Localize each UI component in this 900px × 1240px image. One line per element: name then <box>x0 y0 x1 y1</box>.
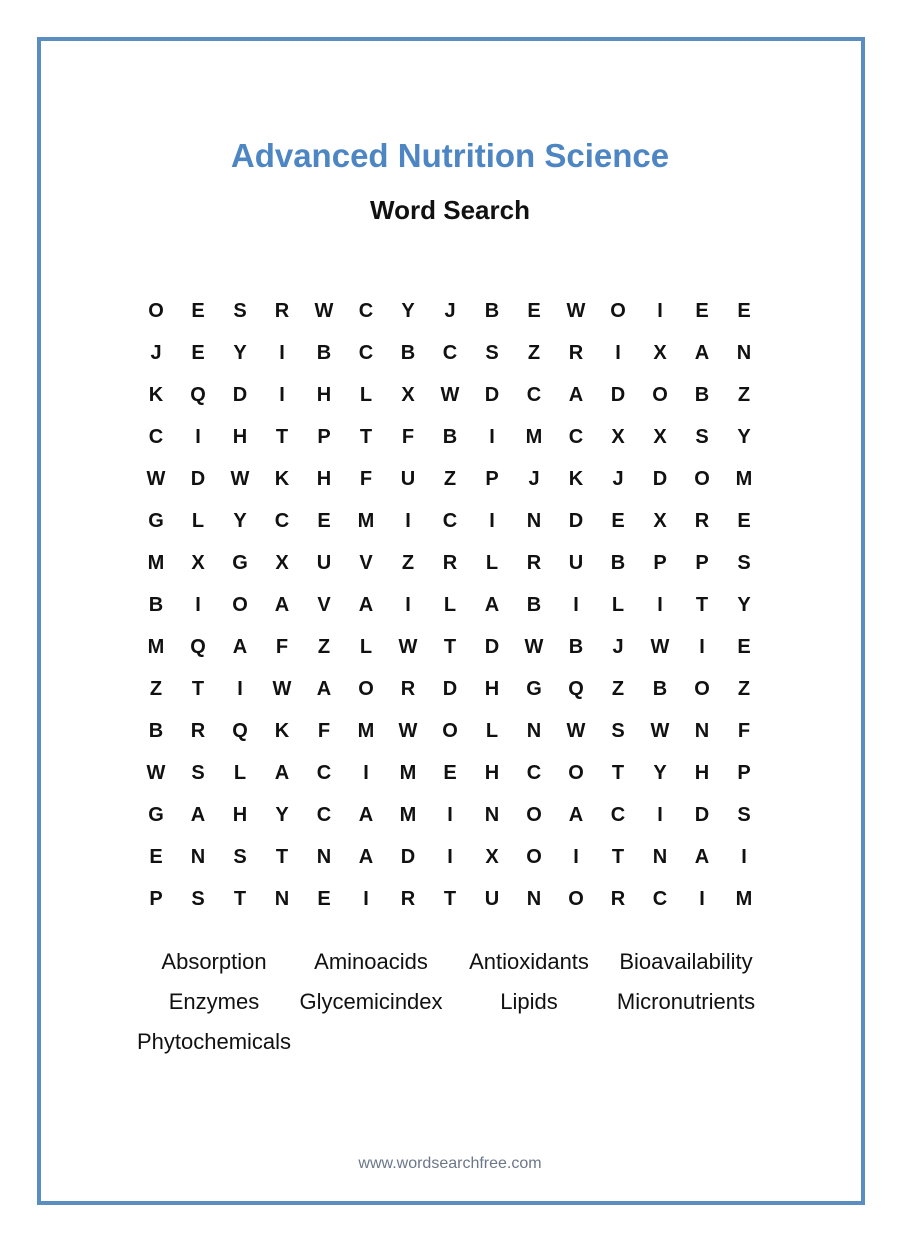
grid-letter: M <box>399 803 417 826</box>
grid-letter: F <box>317 719 331 742</box>
word-list-item: Antioxidants <box>469 949 589 974</box>
grid-letter: A <box>316 677 332 700</box>
grid-letter: N <box>316 845 332 868</box>
grid-letter: A <box>358 845 374 868</box>
grid-letter: A <box>694 341 710 364</box>
grid-letter: R <box>610 887 626 910</box>
grid-letter: C <box>358 299 374 322</box>
grid-letter: C <box>442 341 458 364</box>
grid-letter: M <box>735 467 753 490</box>
grid-letter: P <box>653 551 667 574</box>
grid-letter: I <box>279 383 285 406</box>
grid-letter: N <box>652 845 668 868</box>
grid-letter: S <box>191 761 205 784</box>
page-subtitle: Word Search <box>370 195 530 225</box>
grid-letter: Z <box>737 677 751 700</box>
grid-letter: D <box>400 845 416 868</box>
grid-letter: Y <box>233 509 247 532</box>
word-list-item: Lipids <box>500 989 558 1014</box>
grid-letter: C <box>610 803 626 826</box>
grid-letter: Z <box>611 677 625 700</box>
grid-letter: O <box>526 845 542 868</box>
grid-letter: J <box>150 341 162 364</box>
grid-letter: I <box>657 803 663 826</box>
grid-letter: T <box>275 425 289 448</box>
grid-letter: E <box>737 509 751 532</box>
grid-letter: W <box>146 467 166 490</box>
grid-letter: B <box>610 551 626 574</box>
grid-letter: R <box>526 551 542 574</box>
grid-letter: I <box>237 677 243 700</box>
grid-letter: A <box>694 845 710 868</box>
grid-letter: E <box>695 299 709 322</box>
grid-letter: I <box>279 341 285 364</box>
grid-letter: Y <box>233 341 247 364</box>
grid-letter: Z <box>527 341 541 364</box>
grid-letter: I <box>699 887 705 910</box>
grid-letter: C <box>652 887 668 910</box>
grid-letter: C <box>316 803 332 826</box>
grid-letter: O <box>568 761 584 784</box>
grid-letter: L <box>485 719 499 742</box>
grid-letter: A <box>568 383 584 406</box>
grid-letter: T <box>275 845 289 868</box>
grid-letter: M <box>357 719 375 742</box>
grid-letter: H <box>484 761 500 784</box>
word-list-item: Absorption <box>161 949 267 974</box>
grid-letter: I <box>657 593 663 616</box>
grid-letter: I <box>405 509 411 532</box>
grid-letter: J <box>444 299 456 322</box>
grid-letter: L <box>191 509 205 532</box>
grid-letter: U <box>568 551 584 574</box>
grid-letter: R <box>694 509 710 532</box>
grid-letter: I <box>657 299 663 322</box>
grid-letter: P <box>695 551 709 574</box>
grid-letter: P <box>317 425 331 448</box>
grid-letter: J <box>612 635 624 658</box>
grid-letter: B <box>526 593 542 616</box>
grid-letter: A <box>568 803 584 826</box>
word-list-item: Enzymes <box>168 989 260 1014</box>
grid-letter: L <box>611 593 625 616</box>
word-list-item: Phytochemicals <box>136 1029 292 1054</box>
grid-letter: Z <box>317 635 331 658</box>
grid-letter: I <box>573 845 579 868</box>
grid-letter: X <box>401 383 415 406</box>
grid-letter: L <box>359 635 373 658</box>
grid-letter: T <box>191 677 205 700</box>
grid-letter: X <box>653 425 667 448</box>
grid-letter: I <box>741 845 747 868</box>
grid-letter: Z <box>737 383 751 406</box>
grid-letter: T <box>611 761 625 784</box>
grid-letter: D <box>568 509 584 532</box>
grid-letter: V <box>359 551 373 574</box>
grid-letter: V <box>317 593 331 616</box>
grid-letter: O <box>694 467 710 490</box>
grid-letter: T <box>695 593 709 616</box>
grid-letter: N <box>484 803 500 826</box>
grid-letter: W <box>146 761 166 784</box>
grid-letter: A <box>484 593 500 616</box>
grid-letter: R <box>190 719 206 742</box>
grid-letter: Z <box>401 551 415 574</box>
grid-letter: B <box>568 635 584 658</box>
grid-letter: E <box>737 299 751 322</box>
grid-letter: N <box>190 845 206 868</box>
grid-letter: S <box>191 887 205 910</box>
grid-letter: E <box>191 299 205 322</box>
grid-letter: N <box>274 887 290 910</box>
grid-letter: I <box>489 425 495 448</box>
grid-letter: Y <box>275 803 289 826</box>
word-list-item: Glycemicindex <box>299 989 443 1014</box>
grid-letter: E <box>317 509 331 532</box>
grid-letter: B <box>400 341 416 364</box>
grid-letter: N <box>736 341 752 364</box>
grid-letter: M <box>147 635 165 658</box>
word-list-item: Aminoacids <box>314 949 428 974</box>
footer-website[interactable]: www.wordsearchfree.com <box>358 1155 542 1172</box>
grid-letter: G <box>148 803 164 826</box>
grid-letter: A <box>358 803 374 826</box>
grid-letter: H <box>316 383 332 406</box>
grid-letter: K <box>274 719 290 742</box>
grid-letter: E <box>527 299 541 322</box>
grid-letter: E <box>737 635 751 658</box>
grid-letter: B <box>484 299 500 322</box>
grid-letter: T <box>443 635 457 658</box>
grid-letter: S <box>233 299 247 322</box>
grid-letter: G <box>232 551 248 574</box>
grid-letter: U <box>484 887 500 910</box>
letter-grid <box>135 290 765 920</box>
grid-letter: K <box>274 467 290 490</box>
grid-letter: C <box>148 425 164 448</box>
grid-letter: W <box>398 719 418 742</box>
grid-letter: E <box>191 341 205 364</box>
grid-letter: C <box>274 509 290 532</box>
grid-letter: D <box>484 635 500 658</box>
grid-letter: T <box>611 845 625 868</box>
grid-letter: K <box>148 383 164 406</box>
grid-letter: M <box>399 761 417 784</box>
grid-letter: L <box>443 593 457 616</box>
grid-letter: C <box>442 509 458 532</box>
page-title: Advanced Nutrition Science <box>230 137 670 174</box>
grid-letter: R <box>442 551 458 574</box>
grid-letter: A <box>274 761 290 784</box>
grid-letter: H <box>694 761 710 784</box>
grid-letter: X <box>485 845 499 868</box>
grid-letter: T <box>359 425 373 448</box>
grid-letter: N <box>526 719 542 742</box>
grid-letter: J <box>612 467 624 490</box>
grid-letter: B <box>442 425 458 448</box>
grid-letter: L <box>233 761 247 784</box>
grid-letter: S <box>485 341 499 364</box>
grid-letter: N <box>526 887 542 910</box>
grid-letter: G <box>148 509 164 532</box>
grid-letter: P <box>485 467 499 490</box>
grid-letter: E <box>317 887 331 910</box>
grid-letter: W <box>398 635 418 658</box>
grid-letter: Q <box>232 719 248 742</box>
grid-letter: P <box>737 761 751 784</box>
grid-letter: Q <box>190 383 206 406</box>
grid-letter: O <box>526 803 542 826</box>
grid-letter: U <box>400 467 416 490</box>
grid-letter: L <box>359 383 373 406</box>
grid-letter: M <box>357 509 375 532</box>
grid-letter: I <box>573 593 579 616</box>
grid-letter: E <box>149 845 163 868</box>
grid-letter: D <box>652 467 668 490</box>
grid-letter: W <box>524 635 544 658</box>
grid-letter: R <box>568 341 584 364</box>
grid-letter: S <box>611 719 625 742</box>
grid-letter: H <box>484 677 500 700</box>
grid-letter: C <box>358 341 374 364</box>
grid-letter: B <box>652 677 668 700</box>
grid-letter: C <box>568 425 584 448</box>
grid-letter: W <box>314 299 334 322</box>
grid-letter: O <box>568 887 584 910</box>
grid-letter: I <box>363 761 369 784</box>
grid-letter: A <box>358 593 374 616</box>
grid-letter: A <box>274 593 290 616</box>
grid-letter: D <box>610 383 626 406</box>
grid-letter: Y <box>401 299 415 322</box>
grid-letter: T <box>233 887 247 910</box>
grid-letter: L <box>485 551 499 574</box>
grid-letter: D <box>484 383 500 406</box>
word-list-item: Bioavailability <box>619 949 753 974</box>
grid-letter: O <box>442 719 458 742</box>
grid-letter: W <box>272 677 292 700</box>
grid-letter: U <box>316 551 332 574</box>
grid-letter: I <box>489 509 495 532</box>
grid-letter: B <box>148 719 164 742</box>
grid-letter: I <box>363 887 369 910</box>
grid-letter: B <box>316 341 332 364</box>
grid-letter: S <box>737 551 751 574</box>
grid-letter: I <box>615 341 621 364</box>
grid-letter: Y <box>737 593 751 616</box>
grid-letter: I <box>195 593 201 616</box>
grid-letter: W <box>650 635 670 658</box>
grid-letter: F <box>401 425 415 448</box>
grid-letter: Z <box>443 467 457 490</box>
grid-letter: B <box>148 593 164 616</box>
grid-letter: H <box>232 803 248 826</box>
grid-letter: W <box>440 383 460 406</box>
grid-letter: I <box>405 593 411 616</box>
grid-letter: D <box>190 467 206 490</box>
grid-letter: A <box>190 803 206 826</box>
grid-letter: T <box>443 887 457 910</box>
grid-letter: R <box>400 887 416 910</box>
grid-letter: D <box>442 677 458 700</box>
grid-letter: X <box>611 425 625 448</box>
grid-letter: B <box>694 383 710 406</box>
word-list-item: Micronutrients <box>616 989 756 1014</box>
grid-letter: O <box>148 299 164 322</box>
grid-letter: Q <box>568 677 584 700</box>
grid-letter: I <box>195 425 201 448</box>
grid-letter: Y <box>737 425 751 448</box>
grid-letter: O <box>694 677 710 700</box>
grid-letter: M <box>735 887 753 910</box>
grid-letter: Z <box>149 677 163 700</box>
grid-letter: J <box>528 467 540 490</box>
grid-letter: G <box>526 677 542 700</box>
grid-letter: I <box>447 803 453 826</box>
grid-letter: S <box>233 845 247 868</box>
grid-letter: E <box>611 509 625 532</box>
grid-letter: S <box>737 803 751 826</box>
grid-letter: F <box>275 635 289 658</box>
grid-letter: M <box>525 425 543 448</box>
grid-letter: O <box>358 677 374 700</box>
grid-letter: K <box>568 467 584 490</box>
grid-letter: X <box>653 509 667 532</box>
grid-letter: Q <box>190 635 206 658</box>
grid-letter: W <box>230 467 250 490</box>
grid-letter: H <box>232 425 248 448</box>
grid-letter: C <box>526 383 542 406</box>
grid-letter: X <box>191 551 205 574</box>
grid-letter: D <box>232 383 248 406</box>
grid-letter: A <box>232 635 248 658</box>
grid-letter: C <box>316 761 332 784</box>
grid-letter: O <box>232 593 248 616</box>
grid-letter: H <box>316 467 332 490</box>
grid-letter: F <box>359 467 373 490</box>
grid-letter: R <box>400 677 416 700</box>
grid-letter: S <box>695 425 709 448</box>
grid-letter: E <box>443 761 457 784</box>
grid-letter: D <box>694 803 710 826</box>
grid-letter: O <box>610 299 626 322</box>
grid-letter: F <box>737 719 751 742</box>
grid-letter: N <box>694 719 710 742</box>
grid-letter: N <box>526 509 542 532</box>
grid-letter: R <box>274 299 290 322</box>
grid-letter: O <box>652 383 668 406</box>
grid-letter: X <box>275 551 289 574</box>
grid-letter: X <box>653 341 667 364</box>
grid-letter: I <box>447 845 453 868</box>
grid-letter: P <box>149 887 163 910</box>
grid-letter: I <box>699 635 705 658</box>
grid-letter: W <box>566 719 586 742</box>
grid-letter: C <box>526 761 542 784</box>
grid-letter: Y <box>653 761 667 784</box>
grid-letter: M <box>147 551 165 574</box>
grid-letter: W <box>566 299 586 322</box>
grid-letter: W <box>650 719 670 742</box>
